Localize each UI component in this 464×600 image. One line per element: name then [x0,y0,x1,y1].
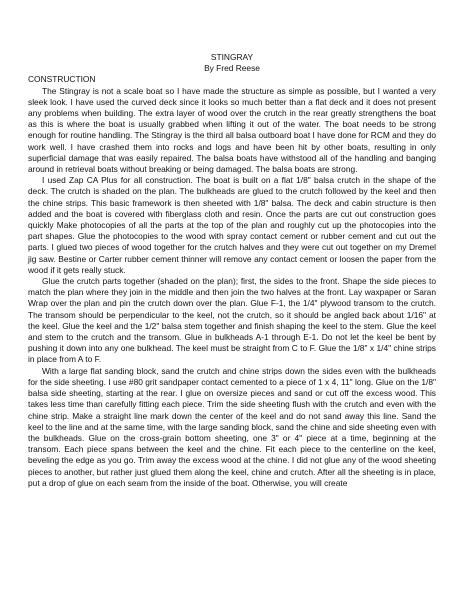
paragraph: Glue the crutch parts together (shaded on the plan); first, the sides to the front. Shape the side pieces to match the plan where they join in the middle and then join the two halves at the front. Lay waxpaper or Saran Wrap over the plan and pin the crutch down over the plan. Glue F-1, the 1/4" plywood transom to the crutch. The transom should be perpendicular to the keel, not the crutch, so it should be angled back about 1/16" at the keel. Glue the keel and the 1/2" balsa stem together and finish shaping the keel to the stem. Glue the keel and stem to the crutch and the transom. Glue in bulkheads A-1 through E-1. Do not let the keel be bent by pushing it down into any one bulkhead. The keel must be straight from C to F. Glue the 1/8" x 1/4" chine strips in place from A to F. [28,276,436,365]
paragraph: With a large flat sanding block, sand the crutch and chine strips down the sides even with the bulkheads for the side sheeting. I use #80 grit sandpaper contact cemented to a piece of 1 x 4, 11" long. Glue on the 1/8" balsa side sheeting, starting at the rear. I glue on oversize pieces and sand or cut off the excess wood. This takes less time than carefully fitting each piece. Trim the side sheeting flush with the crutch and even with the chine strip. Make a straight line mark down the center of the keel and do not sand away this line. Sand the keel to the line and at the same time, with the large sanding block, sand the chine and side sheeting even with the bulkheads. Glue on the cross-grain bottom sheeting, one 3" or 4" piece at a time, beginning at the transom. Each piece spans between the keel and the chine. Fit each piece to the centerline on the keel, beveling the edge as you go. Trim away the excess wood at the chine. I did not glue any of the wood sheeting pieces to another, but rather just glued them along the keel, chine and crutch. After all the sheeting is in place, put a drop of glue on each seam from the inside of the boat. Otherwise, you will create [28,365,436,488]
document-title: STINGRAY [210,52,254,62]
section-heading: CONSTRUCTION [28,74,96,85]
paragraph: I used Zap CA Plus for all construction. The boat is built on a flat 1/8" balsa crutch in the shape of the deck. The crutch is shaded on the plan. The bulkheads are glued to the crutch followed by the keel and then the chine strips. This basic framework is then sheeted with 1/8" balsa. The deck and cabin structure is then added and the boat is covered with fiberglass cloth and resin. Once the parts are cut out construction goes quickly Make photocopies of all the parts at the top of the plan and roughly cut up the photocopies into the part shapes. Glue the photocopies to the wood with spray contact cement or rubber cement and cut out the parts. I glued two pieces of wood together for the crutch halves and they were cut out together on my Dremel jig saw. Bestine or Carter rubber cement thinner will remove any contact cement or loosen the paper from the wood if it gets really stuck. [28,175,436,275]
document-page [28,52,436,489]
paragraph: The Stingray is not a scale boat so I have made the structure as simple as possible, but I wanted a very sleek look. I have used the curved deck since it looks so much better than a flat deck and it does not present any problems when building. The extra layer of wood over the crutch in the rear greatly strengthens the boat as this is where the boat is usually grabbed when lifting it out of the water. The boat needs to be strong enough for routine handling. The Stingray is the third all balsa outboard boat I have done for RCM and they do work well. I have crashed them into rocks and logs and have been hit by other boats, resulting in only superficial damage that was easily repaired. The balsa boats have withstood all of the handling and banging around in retrieval boats without breaking or being damaged. The balsa boats are strong. [28,85,436,175]
document-author: By Fred Reese [204,63,260,74]
